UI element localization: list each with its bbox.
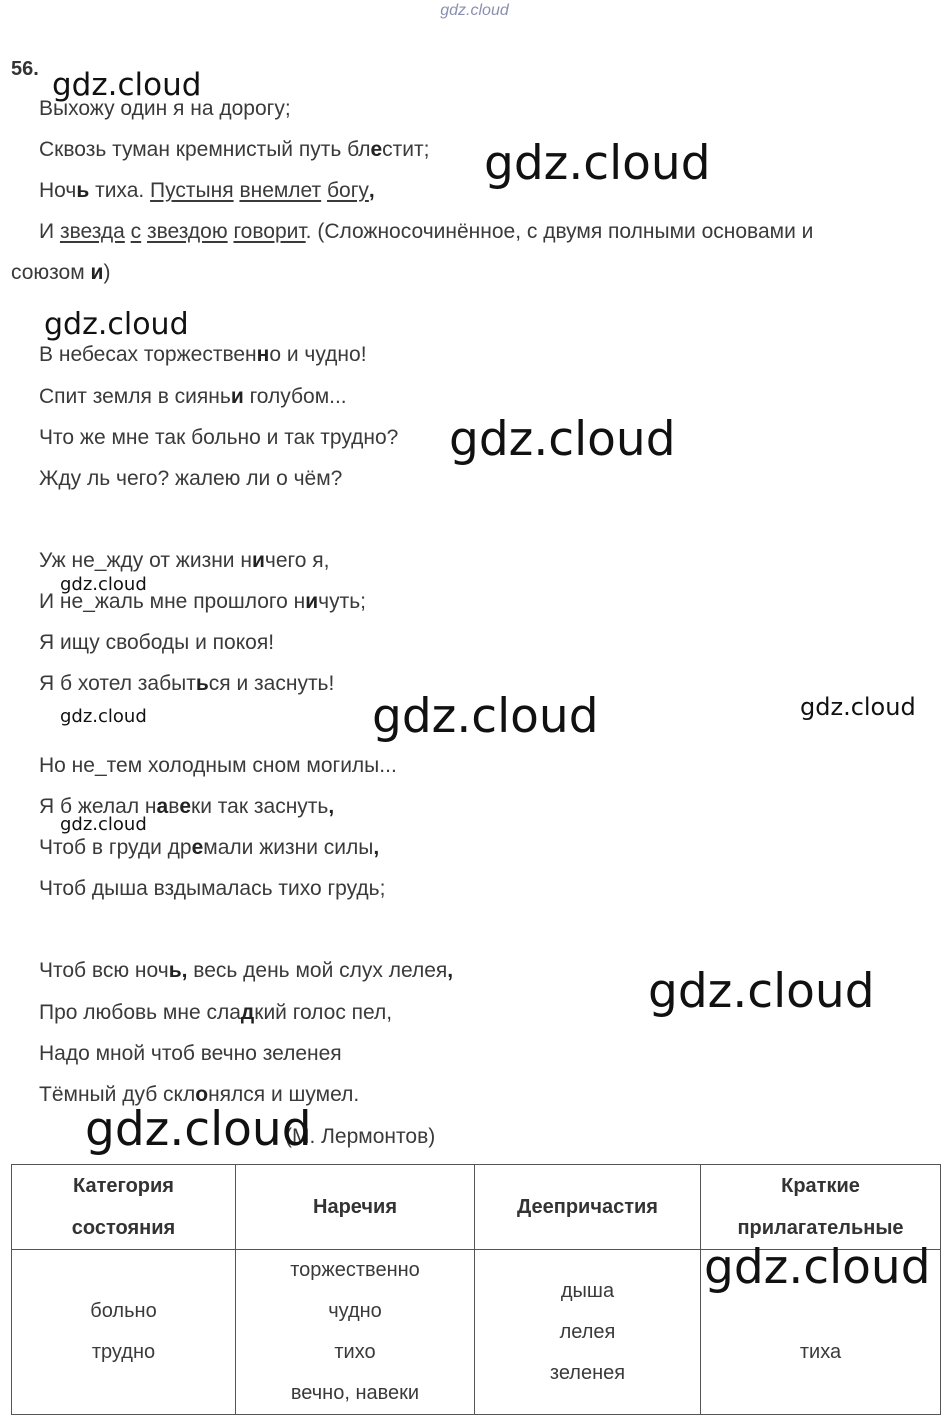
watermark: gdz.cloud <box>800 693 916 721</box>
watermark: gdz.cloud <box>85 1102 312 1157</box>
poem-line: И звезда с звездою говорит. (Сложносочинённое, с двумя полными основами и <box>39 220 814 243</box>
header-adverbs: Наречия <box>236 1165 475 1250</box>
poem-line: Сквозь туман кремнистый путь блестит; <box>39 138 430 161</box>
header-watermark: gdz.cloud <box>440 2 509 19</box>
cell-adverbs: торжественно чудно тихо вечно, навеки <box>236 1250 475 1415</box>
poem-line: Чтоб в груди дремали жизни силы, <box>39 836 380 859</box>
watermark: gdz.cloud <box>60 706 147 727</box>
exercise-number: 56. <box>11 58 39 80</box>
cell-category-state: больно трудно <box>12 1250 236 1415</box>
table-header-row <box>12 1165 941 1250</box>
poem-line: Спит земля в сияньи голубом... <box>39 385 347 408</box>
poem-line: Уж не_жду от жизни ничего я, <box>39 549 330 572</box>
watermark: gdz.cloud <box>60 574 147 595</box>
poem-line: В небесах торжественно и чудно! <box>39 343 367 366</box>
poem-line: Я б желал навеки так заснуть, <box>39 795 335 818</box>
subject-underline: Пустыня <box>150 179 234 202</box>
watermark: gdz.cloud <box>449 412 676 467</box>
watermark: gdz.cloud <box>648 964 875 1019</box>
poem-line: Я ищу свободы и покоя! <box>39 631 275 654</box>
poem-line: Что же мне так больно и так трудно? <box>39 426 399 449</box>
header-short-adjectives: Краткие прилагательные <box>701 1165 941 1250</box>
watermark: gdz.cloud <box>44 307 189 342</box>
poem-line: И не_жаль мне прошлого ничуть; <box>39 590 367 613</box>
poem-line: Чтоб дыша вздымалась тихо грудь; <box>39 877 386 900</box>
poem-line: союзом и) <box>11 261 111 284</box>
watermark: gdz.cloud <box>372 689 599 744</box>
watermark: gdz.cloud <box>52 67 202 103</box>
watermark: gdz.cloud <box>704 1240 931 1295</box>
poem-line: Жду ль чего? жалею ли о чём? <box>39 467 343 490</box>
poem-line: Ночь тиха. Пустыня внемлет богу, <box>39 179 375 202</box>
cell-participles: дыша лелея зеленея <box>475 1250 701 1415</box>
watermark: gdz.cloud <box>484 136 711 191</box>
poem-line: Тёмный дуб склонялся и шумел. <box>39 1083 360 1106</box>
poem-line: Я б хотел забыться и заснуть! <box>39 672 335 695</box>
poem-author: (М. Лермонтов) <box>285 1125 436 1148</box>
poem-line: Выхожу один я на дорогу; <box>39 97 291 120</box>
object-underline: богу <box>327 179 369 202</box>
watermark: gdz.cloud <box>60 814 147 835</box>
header-category-state: Категория состояния <box>12 1165 236 1250</box>
poem-line: Надо мной чтоб вечно зеленея <box>39 1042 342 1065</box>
predicate-underline: внемлет <box>239 179 322 202</box>
header-participles: Деепричастия <box>475 1165 701 1250</box>
poem-line: Про любовь мне сладкий голос пел, <box>39 1001 393 1024</box>
poem-line: Но не_тем холодным сном могилы... <box>39 754 397 777</box>
poem-line: Чтоб всю ночь, весь день мой слух лелея, <box>39 959 454 982</box>
cell-short-adjectives: тиха <box>701 1250 941 1415</box>
